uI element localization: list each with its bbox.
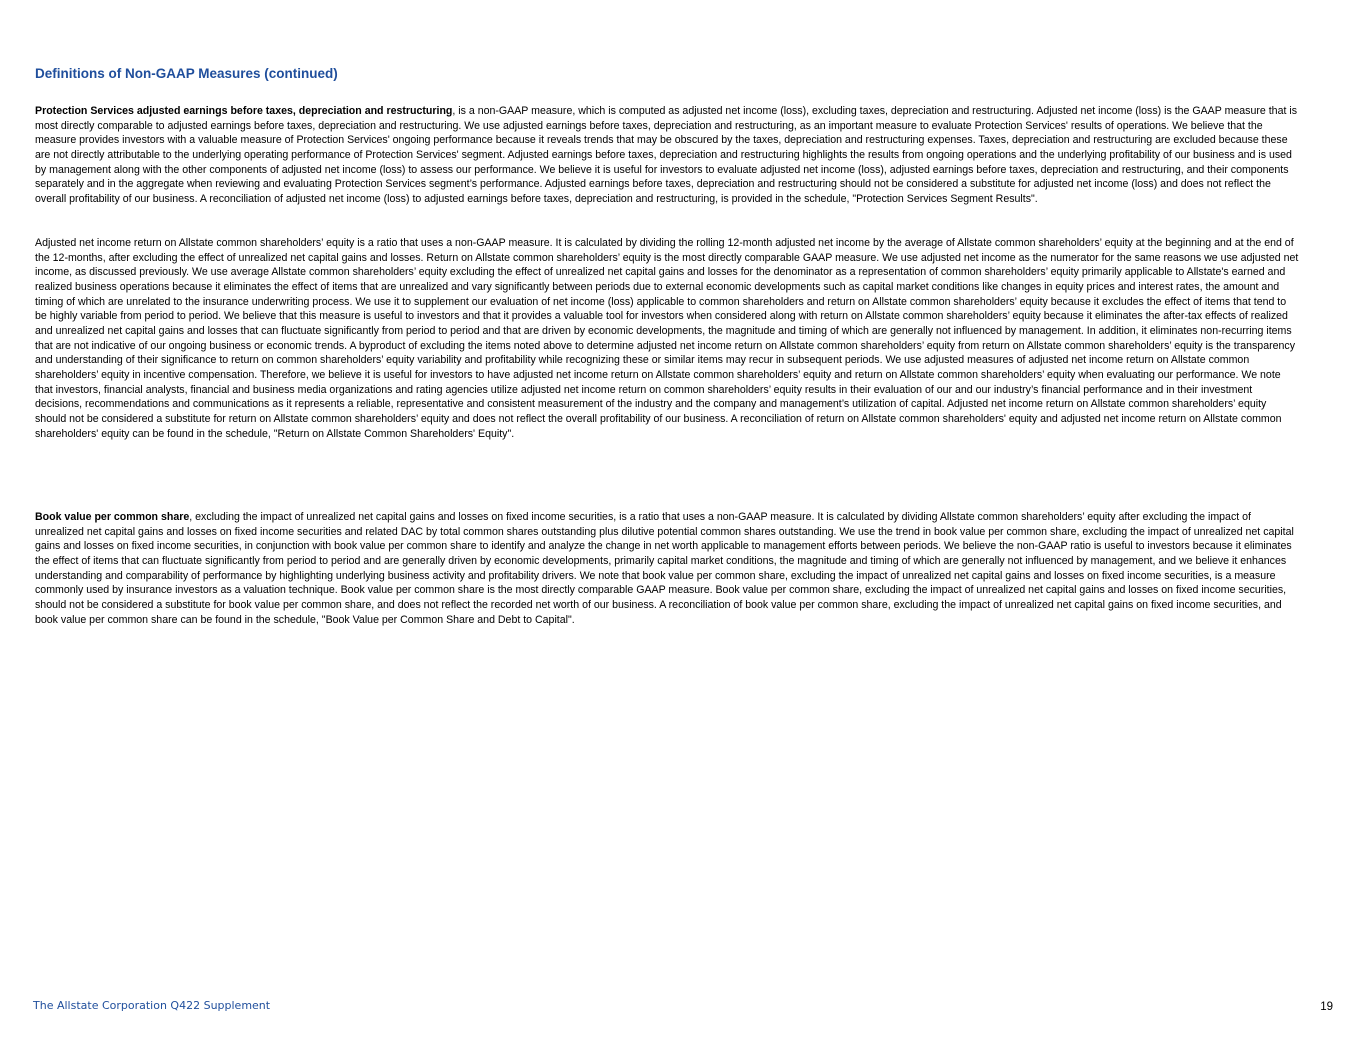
protection-services-text: , is a non-GAAP measure, which is computed as adjusted net income (loss), excluding taxes, depreciation and restructuring. Adjusted net income (loss) is the GAAP measure that is most directly comparable to adjusted earnings before taxes, depreciation and restructuring. We use adjusted earnings before taxes, depreciation and restructuring, as an important measure to evaluate Protection Services' results of operations. We believe that the measure provides investors with a valuable measure of Protection Services' ongoing performance because it reveals trends that may be obscured by the taxes, depreciation and restructuring expenses. Taxes, depreciation and restructuring are excluded because these are not directly attributable to the underlying operating performance of Protection Services' segment. Adjusted earnings before taxes, depreciation and restructuring highlights the results from ongoing operations and the underlying profitability of our business and is used by management along with the other components of adjusted net income (loss) to assess our performance. We believe it is useful for investors to evaluate adjusted net income (loss), adjusted earnings before taxes, depreciation and restructuring, and their components separately and in the aggregate when reviewing and evaluating Protection Services segment’s performance. Adjusted earnings before taxes, depreciation and restructuring should not be considered a substitute for adjusted net income (loss) and does not reflect the overall profitability of our business. A reconciliation of adjusted net income (loss) to adjusted earnings before taxes, depreciation and restructuring, is provided in the schedule, "Protection Services Segment Results". (35, 105, 1297, 205)
adjusted-roe-definition (35, 236, 1300, 441)
book-value-text: , excluding the impact of unrealized net capital gains and losses on fixed income securities, is a ratio that uses a non-GAAP measure. It is calculated by dividing Allstate common shareholders’ equity after excluding the impact of unrealized net capital gains and losses on fixed income securities and related DAC by total common shares outstanding plus dilutive potential common shares outstanding. We use the trend in book value per common share, excluding the impact of unrealized net capital gains and losses on fixed income securities, in conjunction with book value per common share to identify and analyze the change in net worth applicable to management efforts between periods. We believe the non-GAAP ratio is useful to investors because it eliminates the effect of items that can fluctuate significantly from period to period and are generally driven by economic developments, primarily capital market conditions, the magnitude and timing of which are generally not influenced by management, and we believe it enhances understanding and comparability of performance by highlighting underlying business activity and profitability drivers. We note that book value per common share, excluding the impact of unrealized net capital gains and losses on fixed income securities, is a measure commonly used by insurance investors as a valuation technique. Book value per common share is the most directly comparable GAAP measure. Book value per common share, excluding the impact of unrealized net capital gains and losses on fixed income securities, should not be considered a substitute for book value per common share, and does not reflect the recorded net worth of our business. A reconciliation of book value per common share, excluding the impact of unrealized net capital gains on fixed income securities, and book value per common share can be found in the schedule, "Book Value per Common Share and Debt to Capital". (35, 511, 1294, 626)
protection-services-definition (35, 104, 1300, 207)
protection-services-term: Protection Services adjusted earnings before taxes, depreciation and restructuring (35, 105, 453, 117)
adjusted-roe-text: Adjusted net income return on Allstate common shareholders’ equity is a ratio that uses a non-GAAP measure. It is calculated by dividing the rolling 12-month adjusted net income by the average of Allstate common shareholders’ equity at the beginning and at the end of the 12-months, after excluding the effect of unrealized net capital gains and losses. Return on Allstate common shareholders’ equity is the most directly comparable GAAP measure. We use adjusted net income as the numerator for the same reasons we use adjusted net income, as discussed previously. We use average Allstate common shareholders’ equity excluding the effect of unrealized net capital gains and losses for the denominator as a representation of common shareholders’ equity primarily applicable to Allstate's earned and realized business operations because it eliminates the effect of items that are unrealized and vary significantly between periods due to external economic developments such as capital market conditions like changes in equity prices and interest rates, the amount and timing of which are unrelated to the insurance underwriting process. We use it to supplement our evaluation of net income (loss) applicable to common shareholders and return on Allstate common shareholders’ equity because it excludes the effect of items that tend to be highly variable from period to period. We believe that this measure is useful to investors and that it provides a valuable tool for investors when considered along with return on Allstate common shareholders’ equity because it eliminates the after-tax effects of realized and unrealized net capital gains and losses that can fluctuate significantly from period to period and that are driven by economic developments, the magnitude and timing of which are generally not influenced by management. In addition, it eliminates non-recurring items that are not indicative of our ongoing business or economic trends. A byproduct of excluding the items noted above to determine adjusted net income return on Allstate common shareholders’ equity from return on Allstate common shareholders’ equity is the transparency and understanding of their significance to return on common shareholders’ equity variability and profitability while recognizing these or similar items may recur in subsequent periods. We use adjusted measures of adjusted net income return on Allstate common shareholders’ equity in incentive compensation. Therefore, we believe it is useful for investors to have adjusted net income return on Allstate common shareholders’ equity and return on Allstate common shareholders’ equity when evaluating our performance. We note that investors, financial analysts, financial and business media organizations and rating agencies utilize adjusted net income return on common shareholders’ equity results in their evaluation of our and our industry’s financial performance and in their investment decisions, recommendations and communications as it represents a reliable, representative and consistent measurement of the industry and the company and management’s utilization of capital. Adjusted net income return on Allstate common shareholders’ equity should not be considered a substitute for return on Allstate common shareholders’ equity and does not reflect the overall profitability of our business. A reconciliation of return on Allstate common shareholders' equity and adjusted net income return on Allstate common shareholders' equity can be found in the schedule, "Return on Allstate Common Shareholders' Equity". (35, 237, 1299, 440)
footer-document-title: The Allstate Corporation Q422 Supplement (33, 999, 271, 1012)
page-title: Definitions of Non-GAAP Measures (continued) (35, 66, 338, 81)
book-value-term: Book value per common share (35, 511, 190, 523)
page-number: 19 (1320, 1001, 1333, 1013)
book-value-definition (35, 510, 1300, 627)
